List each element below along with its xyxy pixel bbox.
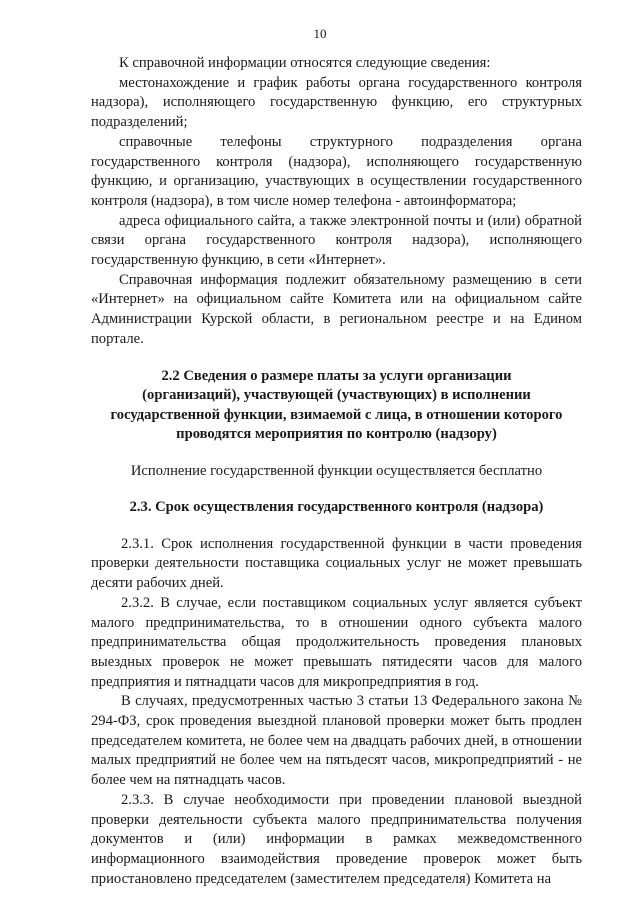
section-2-2-heading: 2.2 Сведения о размере платы за услуги организации (организаций), участвующей (участвующих) в исполнении государственной функции, взимаемой с лица, в отношении которого проводятся мероприятия по контролю (надзору) bbox=[110, 367, 563, 443]
paragraph-2-3-1: 2.3.1. Срок исполнения государственной функции в части проведения проверки деятельности поставщика социальных услуг не может превышать десяти рабочих дней. bbox=[91, 535, 582, 592]
section-2-3-heading: 2.3. Срок осуществления государственного контроля (надзора) bbox=[129, 499, 544, 516]
page-number: 10 bbox=[313, 26, 327, 41]
reference-info-placement: Справочная информация подлежит обязательному размещению в сети «Интернет» на официальном сайте Комитета или на официальном сайте Администрации Курской области, в региональном реестре и на Едином портале. bbox=[91, 271, 582, 347]
reference-info-addresses: адреса официального сайта, а также электронной почты и (или) обратной связи органа государственного контроля надзора), исполняющего государственную функцию, в сети «Интернет». bbox=[91, 212, 582, 269]
reference-info-intro: К справочной информации относятся следующие сведения: bbox=[119, 55, 491, 71]
paragraph-2-3-2: 2.3.2. В случае, если поставщиком социальных услуг является субъект малого предпринимательства, то в отношении одного субъекта малого предпринимательства общая продолжительность проведения плановых выездных проверок не может превышать пятидесяти часов для малого предприятия и пятнадцати часов для микропредприятия в год. bbox=[91, 594, 582, 690]
paragraph-extension-cases: В случаях, предусмотренных частью 3 статьи 13 Федерального закона № 294-ФЗ, срок проведения выездной плановой проверки может быть продлен председателем комитета, не более чем на двадцать рабочих дней, в отношении малых предприятий не более чем на пятьдесят часов, микропредприятий - не более чем на пятнадцать часов. bbox=[91, 693, 582, 789]
reference-info-location: местонахождение и график работы органа государственного контроля надзора), исполняющего государственную функцию, его структурных подразделений; bbox=[91, 74, 582, 131]
paragraph-2-3-3: 2.3.3. В случае необходимости при проведении плановой выездной проверки деятельности субъекта малого предпринимательства получения документов и (или) информации в рамках межведомственного информационного взаимодействия проведение проверок может быть приостановлено председателем (заместителем председателя) Комитета на bbox=[91, 791, 582, 887]
document-body bbox=[91, 54, 582, 889]
reference-info-phones: справочные телефоны структурного подразделения органа государственного контроля (надзора), исполняющего государственную функцию, и организацию, участвующих в осуществлении государственного контроля (надзора), в том числе номер телефона - автоинформатора; bbox=[91, 133, 582, 209]
section-2-2-text: Исполнение государственной функции осуществляется бесплатно bbox=[130, 462, 543, 479]
